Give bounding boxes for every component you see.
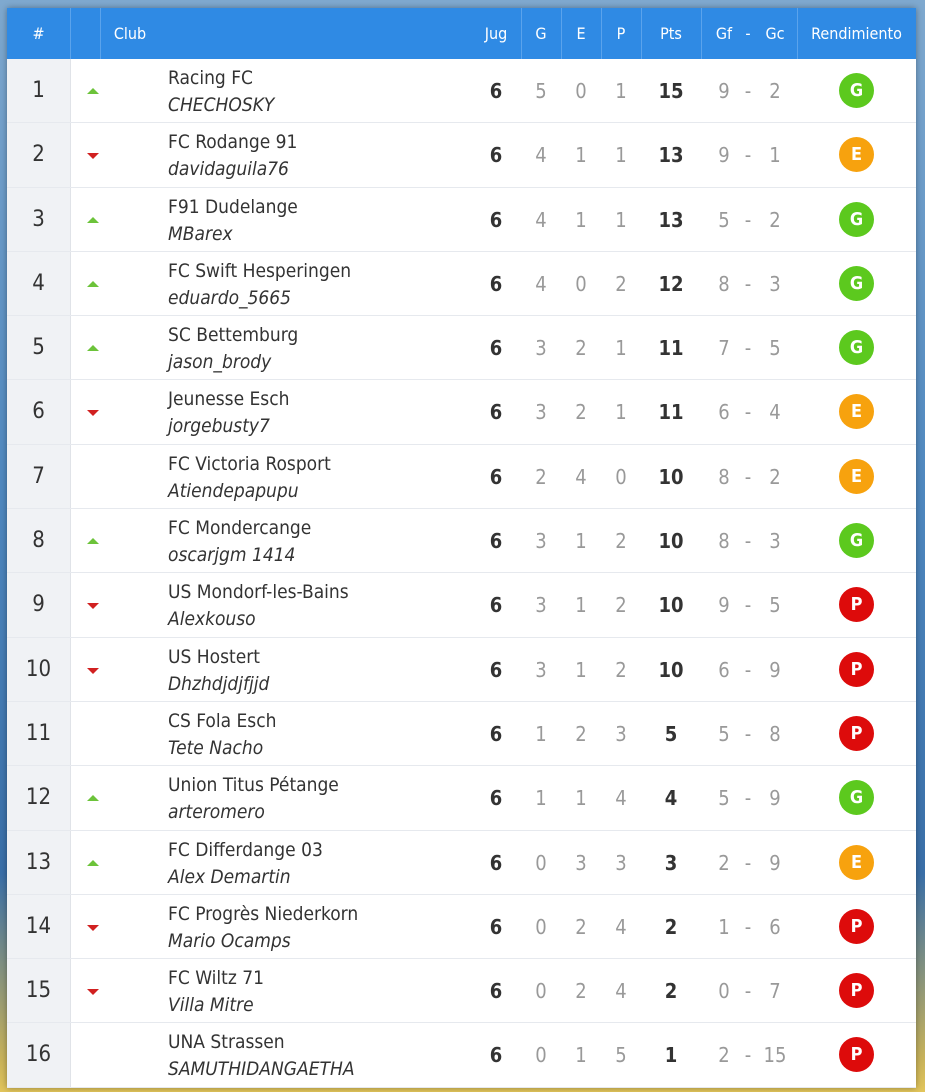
goals-separator: - bbox=[744, 657, 752, 682]
club-name[interactable]: FC Progrès Niederkorn bbox=[168, 902, 359, 925]
trend-down-icon bbox=[87, 668, 99, 674]
position-cell: 10 bbox=[7, 638, 71, 701]
lost-cell: 5 bbox=[615, 1043, 627, 1068]
lost-cell: 4 bbox=[615, 786, 627, 811]
drawn-cell: 2 bbox=[575, 914, 587, 939]
trend-down-icon bbox=[87, 989, 99, 995]
manager-name[interactable]: Dhzhdjdjfjjd bbox=[168, 672, 270, 695]
goals-separator: - bbox=[744, 914, 752, 939]
trend-down-icon bbox=[87, 410, 99, 416]
won-cell: 3 bbox=[535, 336, 547, 361]
goals-against-cell: 7 bbox=[769, 979, 781, 1004]
table-row[interactable] bbox=[7, 895, 916, 959]
table-row[interactable] bbox=[7, 959, 916, 1023]
performance-badge: P bbox=[839, 973, 874, 1008]
performance-badge: P bbox=[839, 652, 874, 687]
club-name[interactable]: FC Victoria Rosport bbox=[168, 452, 331, 475]
header-drawn[interactable]: E bbox=[576, 24, 586, 43]
manager-name[interactable]: Villa Mitre bbox=[168, 994, 254, 1017]
played-cell: 6 bbox=[489, 1043, 503, 1068]
header-played[interactable]: Jug bbox=[484, 24, 508, 43]
won-cell: 0 bbox=[535, 850, 547, 875]
table-row[interactable] bbox=[7, 252, 916, 316]
performance-badge: G bbox=[839, 202, 874, 237]
won-cell: 4 bbox=[535, 207, 547, 232]
won-cell: 4 bbox=[535, 143, 547, 168]
played-cell: 6 bbox=[489, 400, 503, 425]
goals-for-cell: 9 bbox=[718, 79, 730, 103]
table-row[interactable] bbox=[7, 59, 916, 123]
club-name[interactable]: US Mondorf-les-Bains bbox=[168, 581, 349, 604]
header-position[interactable]: # bbox=[32, 24, 45, 43]
trend-up-icon bbox=[87, 345, 99, 351]
manager-name[interactable]: Atiendepapupu bbox=[168, 479, 299, 502]
position-cell: 7 bbox=[7, 445, 71, 508]
table-row[interactable] bbox=[7, 766, 916, 830]
goals-against-cell: 2 bbox=[769, 79, 781, 103]
goals-separator: - bbox=[744, 207, 752, 232]
lost-cell: 3 bbox=[615, 850, 627, 875]
lost-cell: 4 bbox=[615, 979, 627, 1004]
goals-for-cell: 8 bbox=[718, 271, 730, 296]
club-name[interactable]: SC Bettemburg bbox=[168, 324, 299, 347]
table-row[interactable] bbox=[7, 380, 916, 444]
won-cell: 0 bbox=[535, 914, 547, 939]
drawn-cell: 0 bbox=[575, 271, 587, 296]
position-cell: 1 bbox=[7, 59, 71, 122]
table-row[interactable] bbox=[7, 702, 916, 766]
points-cell: 13 bbox=[658, 143, 684, 168]
won-cell: 1 bbox=[535, 786, 547, 811]
goals-for-cell: 5 bbox=[718, 786, 730, 811]
lost-cell: 2 bbox=[615, 657, 627, 682]
manager-name[interactable]: MBarex bbox=[168, 222, 233, 245]
goals-for-cell: 8 bbox=[718, 464, 730, 489]
goals-separator: - bbox=[744, 1043, 752, 1068]
goals-separator: - bbox=[744, 271, 752, 296]
table-row[interactable] bbox=[7, 188, 916, 252]
goals-against-cell: 9 bbox=[769, 657, 781, 682]
club-name[interactable]: Racing FC bbox=[168, 67, 253, 89]
performance-badge: P bbox=[839, 1037, 874, 1072]
goals-separator: - bbox=[744, 79, 752, 103]
lost-cell: 1 bbox=[615, 400, 627, 425]
points-cell: 10 bbox=[658, 464, 684, 489]
manager-name[interactable]: SAMUTHIDANGAETHA bbox=[168, 1058, 355, 1081]
club-name[interactable]: Union Titus Pétange bbox=[168, 774, 339, 797]
trend-up-icon bbox=[87, 538, 99, 544]
position-cell: 13 bbox=[7, 831, 71, 894]
manager-name[interactable]: eduardo_5665 bbox=[168, 286, 292, 309]
manager-name[interactable]: davidaguila76 bbox=[168, 158, 289, 181]
performance-badge: P bbox=[839, 909, 874, 944]
position-cell: 3 bbox=[7, 188, 71, 251]
performance-badge: E bbox=[839, 845, 874, 880]
drawn-cell: 1 bbox=[575, 1043, 587, 1068]
lost-cell: 1 bbox=[615, 143, 627, 168]
won-cell: 5 bbox=[535, 79, 547, 103]
lost-cell: 1 bbox=[615, 79, 627, 103]
manager-name[interactable]: Alexkouso bbox=[168, 608, 256, 631]
performance-badge: G bbox=[839, 523, 874, 558]
lost-cell: 3 bbox=[615, 721, 627, 746]
position-cell: 14 bbox=[7, 895, 71, 958]
lost-cell: 4 bbox=[615, 914, 627, 939]
position-cell: 12 bbox=[7, 766, 71, 829]
played-cell: 6 bbox=[489, 207, 503, 232]
position-cell: 9 bbox=[7, 573, 71, 636]
lost-cell: 1 bbox=[615, 336, 627, 361]
played-cell: 6 bbox=[489, 79, 503, 103]
won-cell: 3 bbox=[535, 593, 547, 618]
goals-for-cell: 1 bbox=[718, 914, 730, 939]
table-row[interactable] bbox=[7, 831, 916, 895]
performance-badge: G bbox=[839, 266, 874, 301]
goals-for-cell: 2 bbox=[718, 850, 730, 875]
trend-up-icon bbox=[87, 860, 99, 866]
drawn-cell: 1 bbox=[575, 143, 587, 168]
table-row[interactable] bbox=[7, 509, 916, 573]
won-cell: 1 bbox=[535, 721, 547, 746]
performance-badge: P bbox=[839, 587, 874, 622]
trend-up-icon bbox=[87, 795, 99, 801]
points-cell: 10 bbox=[658, 529, 684, 554]
club-name[interactable]: FC Differdange 03 bbox=[168, 838, 323, 861]
standings-table bbox=[7, 8, 916, 1088]
table-row[interactable] bbox=[7, 316, 916, 380]
position-cell: 15 bbox=[7, 959, 71, 1022]
manager-name[interactable]: arteromero bbox=[168, 801, 265, 824]
goals-for-cell: 9 bbox=[718, 143, 730, 168]
position-cell: 2 bbox=[7, 123, 71, 186]
manager-name[interactable]: Alex Demartin bbox=[168, 865, 291, 888]
goals-for-cell: 2 bbox=[718, 1043, 730, 1068]
club-name[interactable]: FC Wiltz 71 bbox=[168, 967, 265, 990]
performance-badge: E bbox=[839, 459, 874, 494]
drawn-cell: 2 bbox=[575, 721, 587, 746]
trend-down-icon bbox=[87, 925, 99, 931]
header-goals-separator: - bbox=[745, 24, 751, 43]
played-cell: 6 bbox=[489, 786, 503, 811]
points-cell: 1 bbox=[664, 1043, 678, 1068]
goals-for-cell: 5 bbox=[718, 721, 730, 746]
won-cell: 2 bbox=[535, 464, 547, 489]
lost-cell: 2 bbox=[615, 593, 627, 618]
goals-separator: - bbox=[744, 464, 752, 489]
performance-badge: E bbox=[839, 394, 874, 429]
points-cell: 12 bbox=[658, 271, 684, 296]
goals-against-cell: 6 bbox=[769, 914, 781, 939]
goals-against-cell: 5 bbox=[769, 593, 781, 618]
drawn-cell: 1 bbox=[575, 529, 587, 554]
won-cell: 3 bbox=[535, 400, 547, 425]
manager-name[interactable]: jorgebusty7 bbox=[168, 415, 270, 438]
trend-up-icon bbox=[87, 217, 99, 223]
trend-down-icon bbox=[87, 603, 99, 609]
club-name[interactable]: Jeunesse Esch bbox=[168, 388, 290, 411]
club-name[interactable]: UNA Strassen bbox=[168, 1031, 285, 1054]
club-name[interactable]: FC Mondercange bbox=[168, 517, 312, 540]
won-cell: 3 bbox=[535, 529, 547, 554]
lost-cell: 1 bbox=[615, 207, 627, 232]
goals-for-cell: 8 bbox=[718, 529, 730, 554]
header-divider bbox=[70, 8, 71, 59]
goals-separator: - bbox=[744, 400, 752, 425]
goals-separator: - bbox=[744, 529, 752, 554]
goals-separator: - bbox=[744, 721, 752, 746]
goals-separator: - bbox=[744, 336, 752, 361]
played-cell: 6 bbox=[489, 593, 503, 618]
manager-name[interactable]: oscarjgm 1414 bbox=[168, 544, 296, 567]
goals-for-cell: 7 bbox=[718, 336, 730, 361]
points-cell: 13 bbox=[658, 207, 684, 232]
goals-against-cell: 5 bbox=[769, 336, 781, 361]
drawn-cell: 1 bbox=[575, 786, 587, 811]
lost-cell: 2 bbox=[615, 529, 627, 554]
points-cell: 15 bbox=[658, 79, 684, 103]
goals-against-cell: 1 bbox=[769, 143, 781, 168]
points-cell: 2 bbox=[664, 979, 678, 1004]
header-performance[interactable]: Rendimiento bbox=[811, 24, 902, 43]
points-cell: 10 bbox=[658, 593, 684, 618]
header-won[interactable]: G bbox=[535, 24, 547, 43]
won-cell: 4 bbox=[535, 271, 547, 296]
club-name[interactable]: F91 Dudelange bbox=[168, 195, 298, 218]
lost-cell: 2 bbox=[615, 271, 627, 296]
goals-for-cell: 6 bbox=[718, 657, 730, 682]
trend-up-icon bbox=[87, 88, 99, 94]
club-name[interactable]: CS Fola Esch bbox=[168, 709, 277, 732]
drawn-cell: 2 bbox=[575, 979, 587, 1004]
goals-for-cell: 5 bbox=[718, 207, 730, 232]
drawn-cell: 2 bbox=[575, 336, 587, 361]
drawn-cell: 1 bbox=[575, 593, 587, 618]
lost-cell: 0 bbox=[615, 464, 627, 489]
drawn-cell: 0 bbox=[575, 79, 587, 103]
played-cell: 6 bbox=[489, 464, 503, 489]
goals-separator: - bbox=[744, 850, 752, 875]
manager-name[interactable]: Mario Ocamps bbox=[168, 929, 291, 952]
played-cell: 6 bbox=[489, 914, 503, 939]
header-goals-for[interactable]: Gf bbox=[715, 24, 733, 43]
performance-badge: G bbox=[839, 330, 874, 365]
manager-name[interactable]: Tete Nacho bbox=[168, 736, 264, 759]
position-cell: 16 bbox=[7, 1023, 71, 1086]
table-header bbox=[7, 8, 916, 59]
won-cell: 3 bbox=[535, 657, 547, 682]
goals-against-cell: 3 bbox=[769, 529, 781, 554]
goals-against-cell: 4 bbox=[769, 400, 781, 425]
goals-for-cell: 0 bbox=[718, 979, 730, 1004]
goals-for-cell: 9 bbox=[718, 593, 730, 618]
table-row[interactable] bbox=[7, 123, 916, 187]
drawn-cell: 1 bbox=[575, 207, 587, 232]
points-cell: 11 bbox=[658, 336, 684, 361]
header-points[interactable]: Pts bbox=[660, 24, 682, 43]
position-cell: 4 bbox=[7, 252, 71, 315]
header-lost[interactable]: P bbox=[616, 24, 626, 43]
club-name[interactable]: US Hostert bbox=[168, 645, 260, 668]
position-cell: 6 bbox=[7, 380, 71, 443]
points-cell: 2 bbox=[664, 914, 678, 939]
table-row[interactable] bbox=[7, 638, 916, 702]
played-cell: 6 bbox=[489, 143, 503, 168]
goals-against-cell: 9 bbox=[769, 786, 781, 811]
played-cell: 6 bbox=[489, 979, 503, 1004]
points-cell: 3 bbox=[664, 850, 678, 875]
drawn-cell: 3 bbox=[575, 850, 587, 875]
position-cell: 8 bbox=[7, 509, 71, 572]
goals-separator: - bbox=[744, 786, 752, 811]
manager-name[interactable]: CHECHOSKY bbox=[168, 94, 275, 116]
played-cell: 6 bbox=[489, 529, 503, 554]
performance-badge: E bbox=[839, 137, 874, 172]
goals-against-cell: 8 bbox=[769, 721, 781, 746]
points-cell: 5 bbox=[664, 721, 678, 746]
goals-against-cell: 3 bbox=[769, 271, 781, 296]
points-cell: 10 bbox=[658, 657, 684, 682]
goals-separator: - bbox=[744, 979, 752, 1004]
header-goals-against[interactable]: Gc bbox=[765, 24, 785, 43]
table-row[interactable] bbox=[7, 1023, 916, 1087]
goals-against-cell: 2 bbox=[769, 464, 781, 489]
played-cell: 6 bbox=[489, 850, 503, 875]
goals-against-cell: 2 bbox=[769, 207, 781, 232]
goals-separator: - bbox=[744, 143, 752, 168]
table-row[interactable] bbox=[7, 445, 916, 509]
won-cell: 0 bbox=[535, 979, 547, 1004]
goals-against-cell: 9 bbox=[769, 850, 781, 875]
played-cell: 6 bbox=[489, 271, 503, 296]
trend-down-icon bbox=[87, 153, 99, 159]
goals-separator: - bbox=[744, 593, 752, 618]
performance-badge: G bbox=[839, 780, 874, 815]
goals-for-cell: 6 bbox=[718, 400, 730, 425]
won-cell: 0 bbox=[535, 1043, 547, 1068]
points-cell: 4 bbox=[664, 786, 678, 811]
played-cell: 6 bbox=[489, 657, 503, 682]
played-cell: 6 bbox=[489, 721, 503, 746]
table-row[interactable] bbox=[7, 573, 916, 637]
table-body bbox=[7, 59, 916, 1088]
position-cell: 11 bbox=[7, 702, 71, 765]
club-name[interactable]: FC Swift Hesperingen bbox=[168, 259, 352, 282]
drawn-cell: 4 bbox=[575, 464, 587, 489]
points-cell: 11 bbox=[658, 400, 684, 425]
drawn-cell: 2 bbox=[575, 400, 587, 425]
manager-name[interactable]: jason_brody bbox=[168, 351, 272, 374]
performance-badge: P bbox=[839, 716, 874, 751]
header-divider bbox=[701, 8, 702, 59]
goals-against-cell: 15 bbox=[763, 1043, 787, 1068]
header-club[interactable]: Club bbox=[113, 24, 147, 43]
trend-up-icon bbox=[87, 281, 99, 287]
performance-badge: G bbox=[839, 73, 874, 108]
played-cell: 6 bbox=[489, 336, 503, 361]
club-name[interactable]: FC Rodange 91 bbox=[168, 131, 298, 154]
drawn-cell: 1 bbox=[575, 657, 587, 682]
position-cell: 5 bbox=[7, 316, 71, 379]
